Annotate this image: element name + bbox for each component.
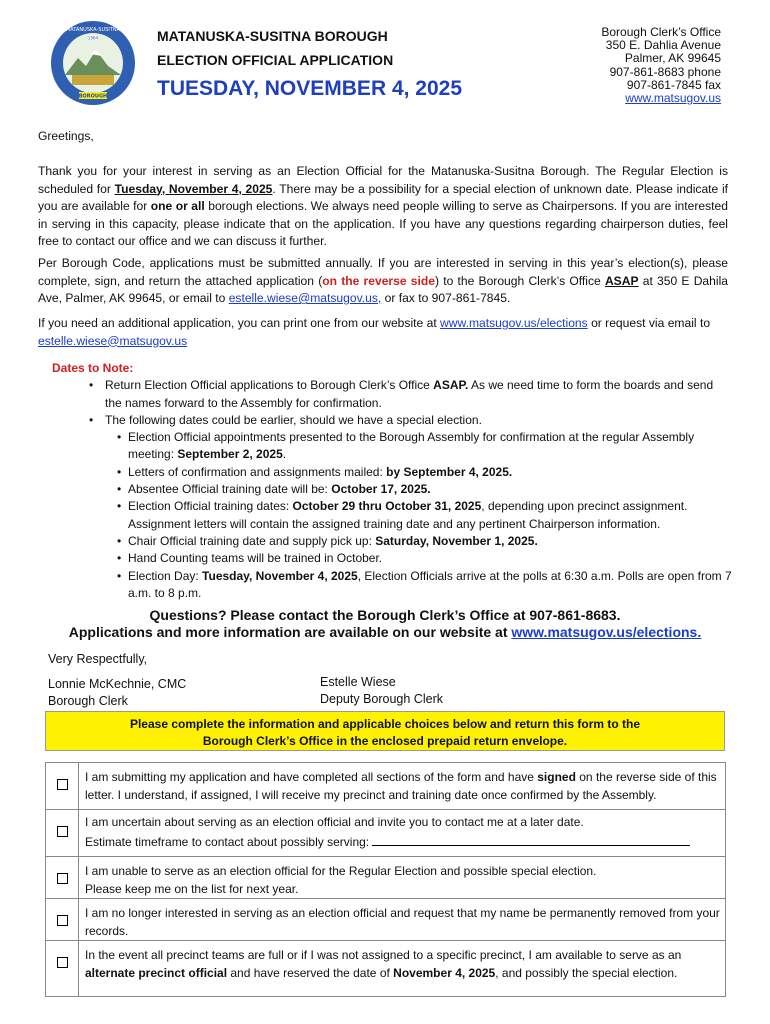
list-item: • Absentee Official training date will be: October 17, 2025. (117, 481, 732, 498)
election-date-heading: TUESDAY, NOVEMBER 4, 2025 (157, 77, 463, 100)
dates-to-note (52, 360, 732, 602)
checkbox[interactable] (57, 873, 68, 884)
list-item: • Letters of confirmation and assignments mailed: by September 4, 2025. (117, 464, 732, 481)
timeframe-field[interactable] (372, 833, 690, 846)
deputy-title: Deputy Borough Clerk (320, 691, 443, 706)
option-row (46, 899, 725, 941)
instruction-banner (45, 711, 725, 751)
list-item: • The following dates could be earlier, should we have a special election. • Election Official appointments presented to the Borough Assembly for confirmation at the regular Assembly meeting: September 2, 2025. • Letters of confirmation and assignments mailed: by September 4, 2025. • Absentee Official training date will be: October 17, 2025. • Election Official training dates: October 29 thru October 31, 2025, depending upon precinct assignment. Assignment letters will contain the assigned training date and any pertinent Chairperson information. • Chair Official training date and supply pick up: Saturday, November 1, 2025. • Hand Counting teams will be trained in October. • Election Day: Tuesday, November 4, 2025, Election Officials arrive at the polls at 6:30 a.m. Polls are open from 7 a.m. to 8 p.m. (105, 412, 732, 602)
doc-title: ELECTION OFFICIAL APPLICATION (157, 52, 394, 68)
option-row (46, 810, 725, 857)
list-item: • Hand Counting teams will be trained in October. (117, 550, 732, 567)
instruction-line-1: Please complete the information and applicable choices below and return this form to the (129, 717, 641, 731)
option-text: In the event all precinct teams are full or if I was not assigned to a specific precinct, I am available to serve as an alternate precinct official and have reserved the date of November 4, 2025, and possibly the special election. (85, 948, 682, 980)
checkbox[interactable] (57, 779, 68, 790)
paragraph-2: Per Borough Code, applications must be submitted annually. If you are interested in serving in this year’s election(s), please complete, sign, and return the attached application (on the reverse side) to the Borough Clerk’s Office ASAP at 350 E Dahila Ave, Palmer, AK 99645, or email to estelle.wiese@matsugov.us, or fax to 907-861-7845. (38, 256, 728, 305)
website-elections-link[interactable]: www.matsugov.us/elections. (511, 624, 702, 640)
elections-link[interactable]: www.matsugov.us/elections (440, 316, 588, 330)
email-link-2[interactable]: estelle.wiese@matsugov.us (38, 333, 188, 348)
office-city: Palmer, AK 99645 (624, 51, 721, 66)
clerk-title: Borough Clerk (48, 693, 128, 708)
svg-text:MATANUSKA-SUSITNA: MATANUSKA-SUSITNA (65, 27, 121, 33)
list-item: • Election Day: Tuesday, November 4, 2025, Election Officials arrive at the polls at 6:30 a.m. Polls are open from 7 a.m. to 8 p.m. (117, 568, 732, 603)
option-row (46, 941, 725, 996)
option-text: I am no longer interested in serving as an election official and request that my name be permanently removed from your records. (85, 906, 720, 938)
borough-seal-logo (50, 20, 136, 106)
option-row (46, 763, 725, 810)
deputy-signature (320, 674, 443, 707)
dates-heading: Dates to Note: (52, 361, 134, 375)
option-text: I am submitting my application and have completed all sections of the form and have signed on the reverse side of this letter. I understand, if assigned, I will receive my precinct and training date once confirmed by the Assembly. (85, 770, 717, 802)
questions-block (30, 607, 740, 641)
paragraph-3: If you need an additional application, you can print one from our website at www.matsugov.us/elections or request via email to estelle.wiese@matsugov.us (38, 316, 711, 348)
office-website-link[interactable]: www.matsugov.us (625, 91, 721, 106)
closing: Very Respectfully, (48, 652, 148, 666)
svg-text:BOROUGH: BOROUGH (78, 93, 108, 100)
office-fax: 907-861-7845 fax (626, 77, 721, 92)
checkbox[interactable] (57, 957, 68, 968)
checkbox[interactable] (57, 826, 68, 837)
option-row (46, 857, 725, 899)
list-item: • Election Official appointments presented to the Borough Assembly for confirmation at the regular Assembly meeting: September 2, 2025. (117, 429, 732, 464)
list-item: • Chair Official training date and supply pick up: Saturday, November 1, 2025. (117, 533, 732, 550)
office-street: 350 E. Dahlia Avenue (605, 38, 721, 53)
org-name: MATANUSKA-SUSITNA BOROUGH (157, 28, 388, 44)
website-line: Applications and more information are available on our website at www.matsugov.us/elections. (68, 624, 702, 640)
option-text: I am unable to serve as an election official for the Regular Election and possible special election. Please keep me on the list for next year. (85, 864, 597, 896)
svg-text:1964: 1964 (87, 35, 99, 41)
email-link[interactable]: estelle.wiese@matsugov.us, (228, 291, 382, 305)
instruction-line-2: Borough Clerk’s Office in the enclosed prepaid return envelope. (202, 734, 568, 748)
deputy-name: Estelle Wiese (320, 675, 396, 689)
list-item: • Return Election Official applications to Borough Clerk’s Office ASAP. As we need time to form the boards and send the names forward to the Assembly for confirmation. (105, 377, 732, 412)
paragraph-1: Thank you for your interest in serving as an Election Official for the Matanuska-Susitna Borough. The Regular Election is scheduled for Tuesday, November 4, 2025. There may be a possibility for a special election of unknown date. Please indicate if you are available for one or all borough elections. We always need people willing to serve as Chairpersons. If you are interested in serving in this capacity, please indicate that on the application. If you have any questions regarding chairperson duties, feel free to contact our office and we can discuss it further. (38, 164, 728, 248)
list-item: • Election Official training dates: October 29 thru October 31, 2025, depending upon precinct assignment. Assignment letters will contain the assigned training date and any pertinent Chairperson information. (117, 498, 732, 533)
option-text: I am uncertain about serving as an election official and invite you to contact me at a later date. Estimate timeframe to contact about possibly serving: (79, 810, 725, 856)
questions-line: Questions? Please contact the Borough Clerk’s Office at 907-861-8683. (149, 607, 621, 623)
clerk-name: Lonnie McKechnie, CMC (48, 677, 187, 691)
checkbox[interactable] (57, 915, 68, 926)
office-name: Borough Clerk’s Office (601, 25, 721, 39)
clerk-signature (48, 676, 186, 709)
office-address-block (601, 26, 721, 105)
options-table (45, 762, 726, 997)
office-phone: 907-861-8683 phone (609, 64, 721, 79)
greeting: Greetings, (38, 129, 94, 143)
